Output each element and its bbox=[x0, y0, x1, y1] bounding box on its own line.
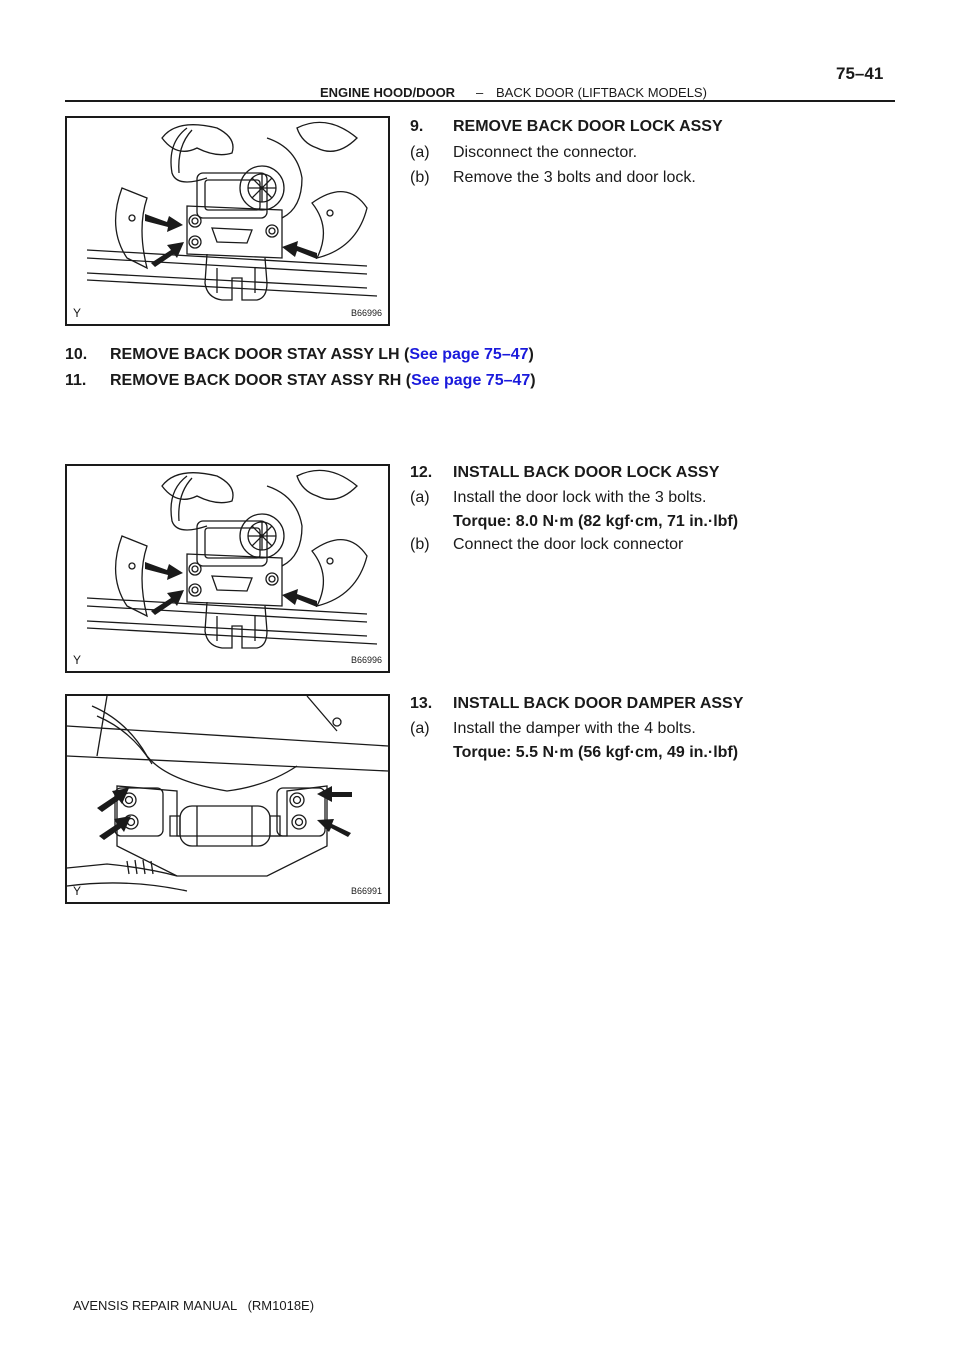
step-11-close: ) bbox=[530, 372, 536, 389]
figure-mark: Y bbox=[73, 306, 82, 320]
step-13a-label: (a) bbox=[410, 720, 430, 737]
step-13-number: 13. bbox=[410, 695, 433, 712]
figure-mark: Y bbox=[73, 884, 82, 898]
step-10-text-wrap bbox=[110, 346, 534, 364]
figure-mark: Y bbox=[73, 653, 82, 667]
header-dash: – bbox=[476, 85, 484, 100]
footer-manual-title: AVENSIS REPAIR MANUAL (RM1018E) bbox=[73, 1298, 315, 1313]
step-11-title: REMOVE BACK DOOR STAY ASSY RH ( bbox=[110, 372, 412, 389]
step-10-link[interactable]: See page 75–47 bbox=[409, 346, 529, 363]
step-10-title: REMOVE BACK DOOR STAY ASSY LH ( bbox=[110, 346, 410, 363]
step-12a-label: (a) bbox=[410, 489, 430, 506]
step-10 bbox=[65, 346, 534, 364]
step-9b-label: (b) bbox=[410, 169, 430, 186]
header-section: ENGINE HOOD/DOOR bbox=[320, 85, 456, 100]
step-11-link[interactable]: See page 75–47 bbox=[411, 372, 531, 389]
step-12a-text: Install the door lock with the 3 bolts. bbox=[453, 489, 707, 506]
step-9-title: REMOVE BACK DOOR LOCK ASSY bbox=[453, 118, 723, 135]
step-11-text-wrap bbox=[110, 372, 536, 390]
damper-illustration bbox=[67, 696, 388, 902]
figure-damper-install bbox=[65, 694, 390, 904]
step-9a-label: (a) bbox=[410, 144, 430, 161]
step-12-title: INSTALL BACK DOOR LOCK ASSY bbox=[453, 464, 720, 481]
figure-lock-remove bbox=[65, 116, 390, 326]
step-9a-text: Disconnect the connector. bbox=[453, 144, 638, 161]
step-12b-text: Connect the door lock connector bbox=[453, 536, 684, 553]
step-13-torque: Torque: 5.5 N·m (56 kgf·cm, 49 in.·lbf) bbox=[453, 744, 739, 761]
step-11 bbox=[65, 372, 536, 390]
step-13-title: INSTALL BACK DOOR DAMPER ASSY bbox=[453, 695, 744, 712]
figure-code: B66991 bbox=[350, 886, 382, 896]
step-12-title-row bbox=[410, 464, 720, 482]
header-subsection: BACK DOOR (LIFTBACK MODELS) bbox=[496, 85, 707, 100]
step-11-number: 11. bbox=[65, 372, 87, 389]
step-12-torque: Torque: 8.0 N·m (82 kgf·cm, 71 in.·lbf) bbox=[453, 513, 739, 530]
step-9-title-row bbox=[410, 118, 723, 136]
step-13-title-row bbox=[410, 695, 744, 713]
step-10-number: 10. bbox=[65, 346, 88, 363]
page-number: 75–41 bbox=[836, 64, 884, 83]
lock-illustration bbox=[67, 118, 388, 324]
step-12-number: 12. bbox=[410, 464, 433, 481]
figure-lock-install bbox=[65, 464, 390, 673]
step-10-close: ) bbox=[528, 346, 534, 363]
step-9-number: 9. bbox=[410, 118, 424, 135]
step-12b-label: (b) bbox=[410, 536, 430, 553]
header-rule bbox=[65, 100, 895, 102]
figure-code: B66996 bbox=[350, 308, 382, 318]
lock-illustration bbox=[67, 466, 388, 671]
step-13a-text: Install the damper with the 4 bolts. bbox=[453, 720, 696, 737]
step-9b-text: Remove the 3 bolts and door lock. bbox=[453, 169, 696, 186]
figure-code: B66996 bbox=[350, 655, 382, 665]
